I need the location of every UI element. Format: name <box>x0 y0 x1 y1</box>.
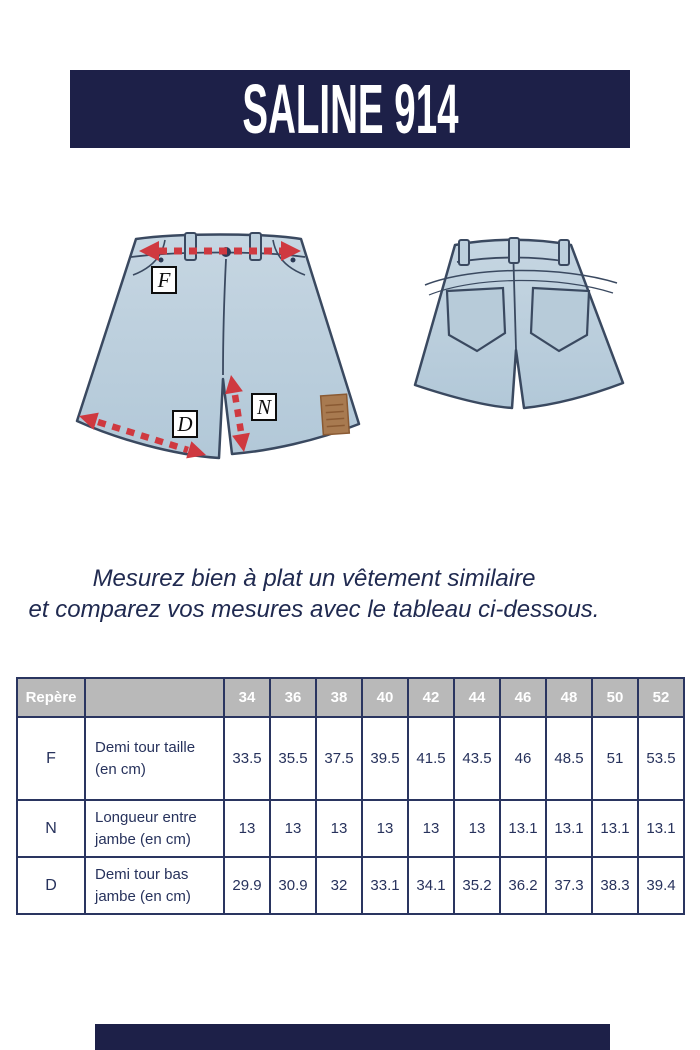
belt-loop <box>459 240 469 265</box>
row-value: 43.5 <box>454 717 500 800</box>
measure-label-d: D <box>172 410 198 438</box>
row-value: 35.2 <box>454 857 500 914</box>
instruction-line-2: et comparez vos mesures avec le tableau ci-dessous. <box>28 596 600 623</box>
row-value: 39.4 <box>638 857 684 914</box>
size-table-header-row <box>17 678 684 717</box>
row-value: 53.5 <box>638 717 684 800</box>
row-value: 41.5 <box>408 717 454 800</box>
header-cell-size: 36 <box>270 678 316 717</box>
size-table-row-f <box>17 717 684 800</box>
row-value: 13.1 <box>592 800 638 857</box>
size-table-row-d <box>17 857 684 914</box>
row-value: 51 <box>592 717 638 800</box>
header-cell-size: 46 <box>500 678 546 717</box>
row-value: 38.3 <box>592 857 638 914</box>
row-value: 32 <box>316 857 362 914</box>
row-label: Demi tour bas jambe (en cm) <box>85 857 224 914</box>
row-code: D <box>17 857 85 914</box>
brand-patch <box>321 394 350 435</box>
header-banner <box>70 70 630 148</box>
header-cell-size: 42 <box>408 678 454 717</box>
row-label: Longueur entre jambe (en cm) <box>85 800 224 857</box>
footer-bar <box>95 1024 610 1050</box>
row-value: 35.5 <box>270 717 316 800</box>
row-value: 13.1 <box>638 800 684 857</box>
header-cell-size: 44 <box>454 678 500 717</box>
row-value: 13 <box>362 800 408 857</box>
header-cell-size: 40 <box>362 678 408 717</box>
row-value: 48.5 <box>546 717 592 800</box>
belt-loop <box>559 240 569 265</box>
instruction-line-1: Mesurez bien à plat un vêtement similaire <box>92 565 536 592</box>
size-table-row-n <box>17 800 684 857</box>
header-cell-empty <box>85 678 224 717</box>
row-code: F <box>17 717 85 800</box>
row-value: 13 <box>454 800 500 857</box>
product-title: SALINE 914 <box>241 70 459 148</box>
row-value: 13.1 <box>546 800 592 857</box>
row-value: 30.9 <box>270 857 316 914</box>
row-value: 46 <box>500 717 546 800</box>
row-value: 13 <box>224 800 270 857</box>
belt-loop <box>185 233 196 260</box>
shorts-back-illustration <box>403 233 637 429</box>
header-cell-size: 34 <box>224 678 270 717</box>
header-cell-repere: Repère <box>17 678 85 717</box>
measure-label-f: F <box>151 266 177 294</box>
shorts-back-body <box>415 238 623 408</box>
header-cell-size: 48 <box>546 678 592 717</box>
row-value: 36.2 <box>500 857 546 914</box>
row-value: 13 <box>408 800 454 857</box>
shorts-front-illustration <box>73 225 397 501</box>
header-cell-size: 38 <box>316 678 362 717</box>
belt-loop <box>250 233 261 260</box>
row-value: 13.1 <box>500 800 546 857</box>
row-value: 13 <box>270 800 316 857</box>
size-table <box>16 677 685 915</box>
row-value: 29.9 <box>224 857 270 914</box>
row-value: 39.5 <box>362 717 408 800</box>
header-cell-size: 52 <box>638 678 684 717</box>
row-value: 33.5 <box>224 717 270 800</box>
row-value: 34.1 <box>408 857 454 914</box>
row-value: 33.1 <box>362 857 408 914</box>
row-value: 37.3 <box>546 857 592 914</box>
belt-loop <box>509 238 519 263</box>
row-value: 37.5 <box>316 717 362 800</box>
header-cell-size: 50 <box>592 678 638 717</box>
row-code: N <box>17 800 85 857</box>
row-label: Demi tour taille (en cm) <box>85 717 224 800</box>
row-value: 13 <box>316 800 362 857</box>
measure-instructions <box>0 563 628 625</box>
shorts-front-body <box>77 233 359 458</box>
measure-label-n: N <box>251 393 277 421</box>
